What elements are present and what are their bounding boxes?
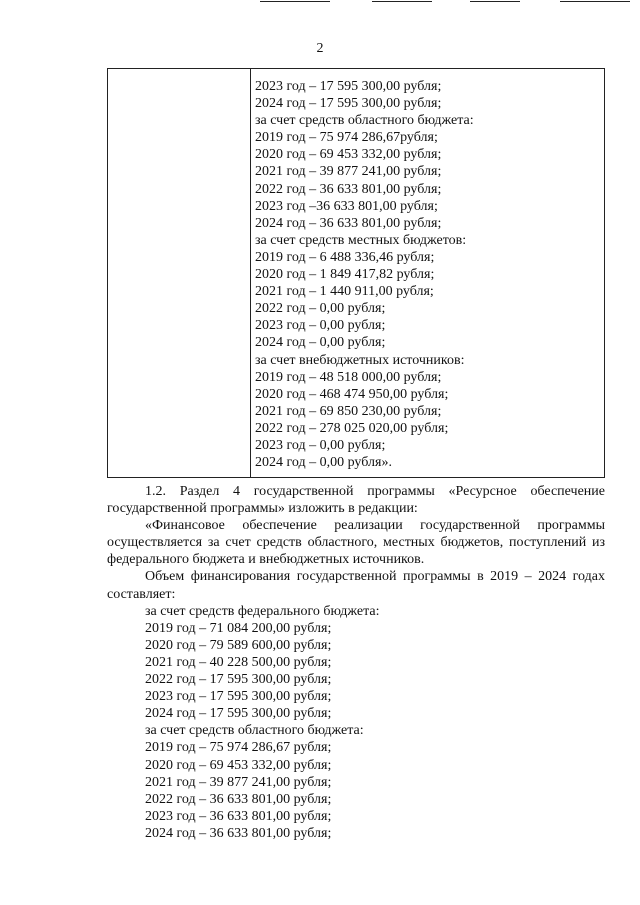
list-item: 2024 год – 36 633 801,00 рубля;: [145, 825, 332, 841]
regional-budget-heading: за счет средств областного бюджета:: [145, 723, 364, 739]
table-line: 2023 год – 17 595 300,00 рубля;: [255, 79, 442, 94]
list-item: 2023 год – 17 595 300,00 рубля;: [145, 689, 332, 705]
paragraph-financing-sources: «Финансовое обеспечение реализации государственной программы осуществляется за счет средств областного, местных бюджетов, поступлений из федерального бюджета и внебюджетных источников.: [107, 518, 605, 568]
table-line: 2021 год – 39 877 241,00 рубля;: [255, 164, 442, 180]
list-item: 2020 год – 69 453 332,00 рубля;: [145, 757, 332, 773]
table-line: 2024 год – 0,00 рубля;: [255, 335, 386, 351]
table-line: за счет средств областного бюджета:: [255, 113, 474, 129]
financing-table-right-cell: [255, 78, 600, 471]
table-line: 2020 год – 468 474 950,00 рубля;: [255, 386, 449, 402]
top-edge-rule: [470, 1, 520, 2]
table-column-divider: [250, 69, 251, 477]
table-line: 2022 год – 0,00 рубля;: [255, 301, 386, 317]
list-item: 2023 год – 36 633 801,00 рубля;: [145, 808, 332, 824]
table-line: 2021 год – 1 440 911,00 рубля;: [255, 284, 434, 300]
table-line: 2021 год – 69 850 230,00 рубля;: [255, 403, 442, 419]
table-line: 2019 год – 48 518 000,00 рубля;: [255, 369, 442, 385]
list-item: 2020 год – 79 589 600,00 рубля;: [145, 637, 332, 653]
financing-table: [107, 68, 605, 478]
table-line: 2022 год – 36 633 801,00 рубля;: [255, 181, 442, 197]
table-line: 2023 год – 0,00 рубля;: [255, 318, 386, 334]
table-line: 2019 год – 6 488 336,46 рубля;: [255, 249, 435, 265]
table-line: 2020 год – 1 849 417,82 рубля;: [255, 267, 435, 283]
table-line: 2024 год – 0,00 рубля».: [255, 455, 392, 471]
top-edge-rule: [260, 1, 330, 2]
list-item: 2021 год – 40 228 500,00 рубля;: [145, 654, 332, 670]
list-item: 2019 год – 75 974 286,67 рубля;: [145, 740, 332, 756]
table-line: 2024 год – 36 633 801,00 рубля;: [255, 215, 442, 231]
list-item: 2024 год – 17 595 300,00 рубля;: [145, 706, 332, 722]
document-body: [107, 483, 605, 842]
list-item: 2019 год – 71 084 200,00 рубля;: [145, 620, 332, 636]
table-line: 2023 год – 0,00 рубля;: [255, 437, 386, 453]
table-line: за счет средств местных бюджетов:: [255, 232, 467, 248]
federal-budget-heading: за счет средств федерального бюджета:: [145, 603, 380, 619]
table-line: за счет внебюджетных источников:: [255, 352, 465, 368]
table-line: 2023 год –36 633 801,00 рубля;: [255, 198, 438, 214]
table-line: 2020 год – 69 453 332,00 рубля;: [255, 147, 442, 163]
paragraph-section-4-amendment: 1.2. Раздел 4 государственной программы «Ресурсное обеспечение государственной программы» изложить в редакции:: [107, 484, 605, 517]
table-line: 2022 год – 278 025 020,00 рубля;: [255, 420, 449, 436]
list-item: 2022 год – 17 595 300,00 рубля;: [145, 672, 332, 688]
page-number: 2: [316, 41, 324, 56]
table-line: 2019 год – 75 974 286,67рубля;: [255, 130, 438, 146]
regional-budget-list: [145, 722, 605, 842]
paragraph-financing-volume: Объем финансирования государственной программы в 2019 – 2024 годах составляет:: [107, 569, 605, 602]
list-item: 2022 год – 36 633 801,00 рубля;: [145, 791, 332, 807]
top-edge-rule: [372, 1, 432, 2]
top-edge-rule: [560, 1, 630, 2]
list-item: 2021 год – 39 877 241,00 рубля;: [145, 774, 332, 790]
table-line: 2024 год – 17 595 300,00 рубля;: [255, 96, 442, 112]
federal-budget-list: [145, 603, 605, 723]
